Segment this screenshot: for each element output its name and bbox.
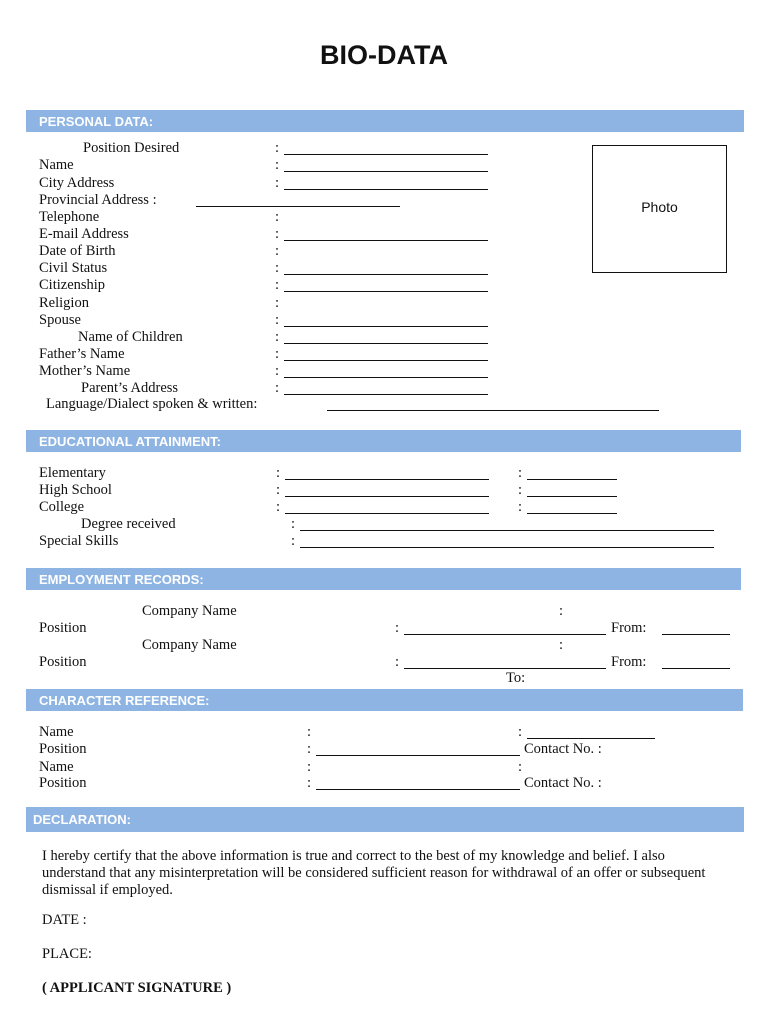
- field-elementary[interactable]: [285, 479, 489, 480]
- field-spouse[interactable]: [284, 326, 488, 327]
- colon: :: [275, 140, 280, 156]
- colon: :: [275, 380, 280, 396]
- colon: :: [559, 603, 564, 619]
- colon: :: [518, 465, 523, 481]
- colon: :: [276, 482, 281, 498]
- label-contact: Contact No. :: [524, 775, 602, 791]
- field-high-school-year[interactable]: [527, 496, 617, 497]
- colon: :: [518, 499, 523, 515]
- field-college-year[interactable]: [527, 513, 617, 514]
- section-header-personal: [26, 110, 744, 132]
- colon: :: [559, 637, 564, 653]
- label-telephone: Telephone: [39, 209, 100, 225]
- colon: :: [395, 620, 400, 636]
- label-spouse: Spouse: [39, 312, 81, 328]
- label-college: College: [39, 499, 85, 515]
- label-mother: Mother’s Name: [39, 363, 131, 379]
- colon: :: [275, 226, 280, 242]
- field-name[interactable]: [284, 171, 488, 172]
- colon: :: [307, 775, 312, 791]
- colon: :: [276, 465, 281, 481]
- colon: :: [275, 312, 280, 328]
- label-elementary: Elementary: [39, 465, 106, 481]
- label-provincial-address: Provincial Address :: [39, 192, 157, 208]
- colon: :: [307, 724, 312, 740]
- field-citizenship[interactable]: [284, 291, 488, 292]
- field-language[interactable]: [327, 410, 659, 411]
- label-parents-address: Parent’s Address: [81, 380, 179, 396]
- label-from: From:: [611, 620, 647, 636]
- label-position: Position: [39, 620, 87, 636]
- field-civil-status[interactable]: [284, 274, 488, 275]
- colon: :: [275, 175, 280, 191]
- label-position-desired: Position Desired: [83, 140, 180, 156]
- label-ref-position: Position: [39, 775, 87, 791]
- label-father: Father’s Name: [39, 346, 125, 362]
- field-father[interactable]: [284, 360, 488, 361]
- label-dob: Date of Birth: [39, 243, 116, 259]
- colon: :: [275, 346, 280, 362]
- colon: :: [275, 260, 280, 276]
- section-title: DECLARATION:: [33, 812, 131, 827]
- label-contact: Contact No. :: [524, 741, 602, 757]
- label-language: Language/Dialect spoken & written:: [46, 396, 258, 412]
- label-ref-position: Position: [39, 741, 87, 757]
- colon: :: [275, 363, 280, 379]
- field-ref-name-1[interactable]: [527, 738, 655, 739]
- colon: :: [518, 724, 523, 740]
- field-from-2[interactable]: [662, 668, 730, 669]
- section-title: PERSONAL DATA:: [39, 114, 154, 129]
- colon: :: [291, 533, 296, 549]
- field-degree[interactable]: [300, 530, 714, 531]
- page-title: BIO-DATA: [320, 40, 448, 70]
- declaration-text: I hereby certify that the above information is true and correct to the best of my knowledge and belief. I also understand that any misinterpretation will be considered sufficient reason for withdrawal of an offer or subsequent dismissal if employed.: [42, 848, 706, 898]
- colon: :: [275, 329, 280, 345]
- label-degree: Degree received: [81, 516, 176, 532]
- label-to: To:: [506, 670, 526, 686]
- colon: :: [276, 499, 281, 515]
- colon: :: [307, 741, 312, 757]
- label-place: PLACE:: [42, 946, 92, 962]
- field-college[interactable]: [285, 513, 489, 514]
- colon: :: [518, 482, 523, 498]
- photo-box: [592, 145, 727, 273]
- field-high-school[interactable]: [285, 496, 489, 497]
- colon: :: [275, 157, 280, 173]
- colon: :: [307, 759, 312, 775]
- section-title: CHARACTER REFERENCE:: [39, 693, 210, 708]
- section-header-declaration: [26, 807, 744, 832]
- label-email: E-mail Address: [39, 226, 129, 242]
- field-elementary-year[interactable]: [527, 479, 617, 480]
- label-company-name: Company Name: [142, 603, 237, 619]
- colon: :: [518, 759, 523, 775]
- photo-label: Photo: [641, 199, 678, 215]
- label-skills: Special Skills: [39, 533, 119, 549]
- label-position: Position: [39, 654, 87, 670]
- label-children: Name of Children: [78, 329, 183, 345]
- field-position-2[interactable]: [404, 668, 606, 669]
- field-children[interactable]: [284, 343, 488, 344]
- label-ref-name: Name: [39, 724, 74, 740]
- colon: :: [275, 277, 280, 293]
- field-email[interactable]: [284, 240, 488, 241]
- label-ref-name: Name: [39, 759, 74, 775]
- section-header-education: [26, 430, 741, 452]
- label-company-name: Company Name: [142, 637, 237, 653]
- field-mother[interactable]: [284, 377, 488, 378]
- field-position-desired[interactable]: [284, 154, 488, 155]
- field-ref-position-2[interactable]: [316, 789, 520, 790]
- label-from: From:: [611, 654, 647, 670]
- label-citizenship: Citizenship: [39, 277, 106, 293]
- field-parents-address[interactable]: [284, 394, 488, 395]
- applicant-signature: ( APPLICANT SIGNATURE ): [42, 980, 232, 996]
- colon: :: [395, 654, 400, 670]
- field-skills[interactable]: [300, 547, 714, 548]
- colon: :: [275, 243, 280, 259]
- label-religion: Religion: [39, 295, 89, 311]
- label-civil-status: Civil Status: [39, 260, 108, 276]
- section-title: EDUCATIONAL ATTAINMENT:: [39, 434, 221, 449]
- label-date: DATE :: [42, 912, 87, 928]
- field-provincial-address[interactable]: [196, 206, 400, 207]
- field-position-1[interactable]: [404, 634, 606, 635]
- colon: :: [275, 295, 280, 311]
- section-header-employment: [26, 568, 741, 590]
- colon: :: [275, 209, 280, 225]
- label-high-school: High School: [39, 482, 112, 498]
- section-header-reference: [26, 689, 743, 711]
- section-title: EMPLOYMENT RECORDS:: [39, 572, 204, 587]
- label-name: Name: [39, 157, 74, 173]
- colon: :: [291, 516, 296, 532]
- label-city-address: City Address: [39, 175, 115, 191]
- field-city-address[interactable]: [284, 189, 488, 190]
- field-ref-position-1[interactable]: [316, 755, 520, 756]
- field-from-1[interactable]: [662, 634, 730, 635]
